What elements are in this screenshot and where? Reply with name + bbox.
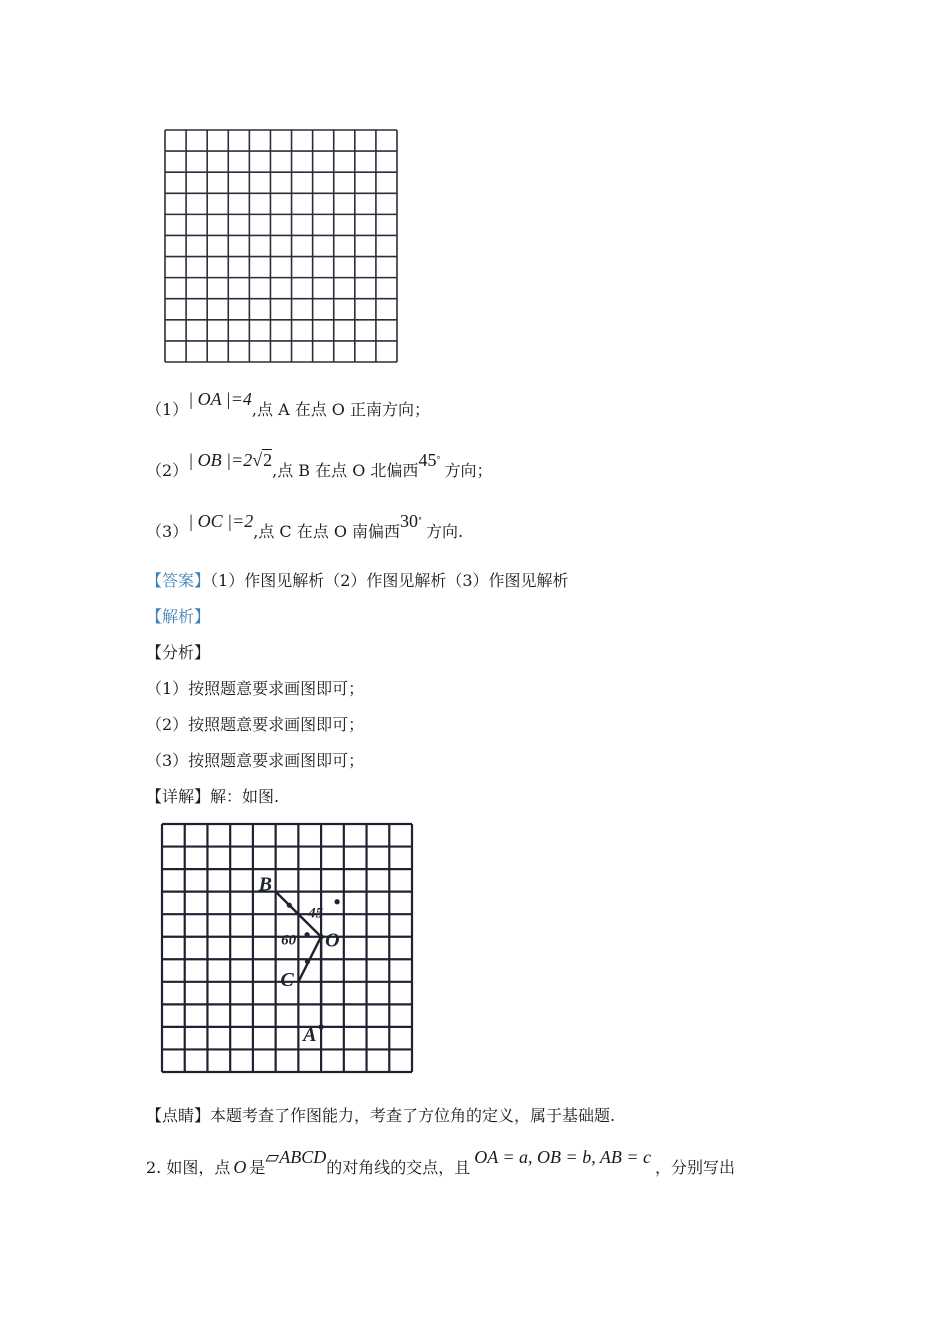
point-b-mark [287, 903, 292, 908]
sqrt-icon: √ [252, 450, 263, 470]
fenxi-line-2 [146, 714, 364, 736]
fenxi-line-3 [146, 750, 364, 772]
item-3-number: （3） [146, 522, 189, 541]
item-2-text-b: 方向； [444, 461, 493, 480]
point-a-dot [318, 1024, 323, 1029]
item-2-expression: | OB |=2 [188, 450, 253, 470]
item-3-text: ,点 C 在点 O 南偏西 [253, 522, 401, 541]
label-angle-45: 45 [308, 905, 324, 922]
q2-expression: OA = a, OB = b, AB = c [474, 1147, 651, 1167]
item-2-number: （2） [146, 461, 189, 480]
label-c: C [280, 968, 294, 991]
item-1-text: ,点 A 在点 O 正南方向； [251, 400, 431, 419]
fenxi-text-1: （1）按照题意要求画图即可； [146, 679, 365, 698]
item-2-text: ,点 B 在点 O 北偏西 [272, 461, 419, 480]
degree-dot-45 [334, 899, 339, 904]
item-1-expression: | OA |=4 [188, 389, 252, 409]
label-b: B [258, 873, 272, 896]
label-o: O [325, 929, 340, 952]
solution-figure [160, 822, 414, 1074]
fenxi-text-3: （3）按照题意要求画图即可； [146, 751, 365, 770]
item-2 [146, 450, 493, 485]
point-o-dot [318, 934, 323, 939]
item-3-degree: ° [418, 516, 423, 525]
q2-tail: ，分别写出 [655, 1158, 736, 1177]
question-2 [146, 1147, 736, 1179]
comment-text: 本题考查了作图能力，考查了方位角的定义，属于基础题. [210, 1106, 616, 1125]
fenxi-tag-line [146, 642, 210, 664]
item-2-degree: ° [436, 455, 441, 464]
item-3 [146, 511, 464, 546]
item-3-text-b: 方向. [426, 522, 464, 541]
answer-text: （1）作图见解析（2）作图见解析（3）作图见解析 [210, 571, 569, 590]
q2-mid: 的对角线的交点，且 [326, 1158, 471, 1177]
point-c-mark [305, 959, 310, 964]
detail-line [146, 786, 279, 808]
q2-point-o: O [233, 1157, 247, 1177]
fenxi-line-1 [146, 678, 364, 700]
item-2-radicand: 2 [263, 450, 273, 470]
item-1-number: （1） [146, 400, 189, 419]
q2-is: 是 [249, 1158, 266, 1177]
item-1 [146, 389, 431, 421]
item-3-angle: 30 [400, 511, 419, 531]
comment-tag: 【点睛】 [146, 1106, 211, 1125]
fenxi-text-2: （2）按照题意要求画图即可； [146, 715, 365, 734]
label-a: A [303, 1023, 317, 1046]
q2-parallelogram: ▱ABCD [265, 1147, 327, 1167]
item-3-expression: | OC |=2 [188, 511, 254, 531]
answer-tag: 【答案】 [146, 571, 211, 590]
label-angle-60: 60 [281, 932, 297, 949]
item-2-angle: 45 [418, 450, 437, 470]
detail-text: 解：如图. [210, 787, 280, 806]
q2-intro: 2. 如图，点 [146, 1158, 231, 1177]
detail-tag: 【详解】 [146, 787, 211, 806]
answer-line [146, 570, 569, 592]
comment-line [146, 1105, 615, 1127]
blank-grid [164, 129, 398, 363]
analysis-tag: 【解析】 [146, 607, 211, 626]
analysis-line [146, 606, 210, 628]
degree-dot-60 [304, 932, 309, 937]
fenxi-tag: 【分析】 [146, 643, 211, 662]
